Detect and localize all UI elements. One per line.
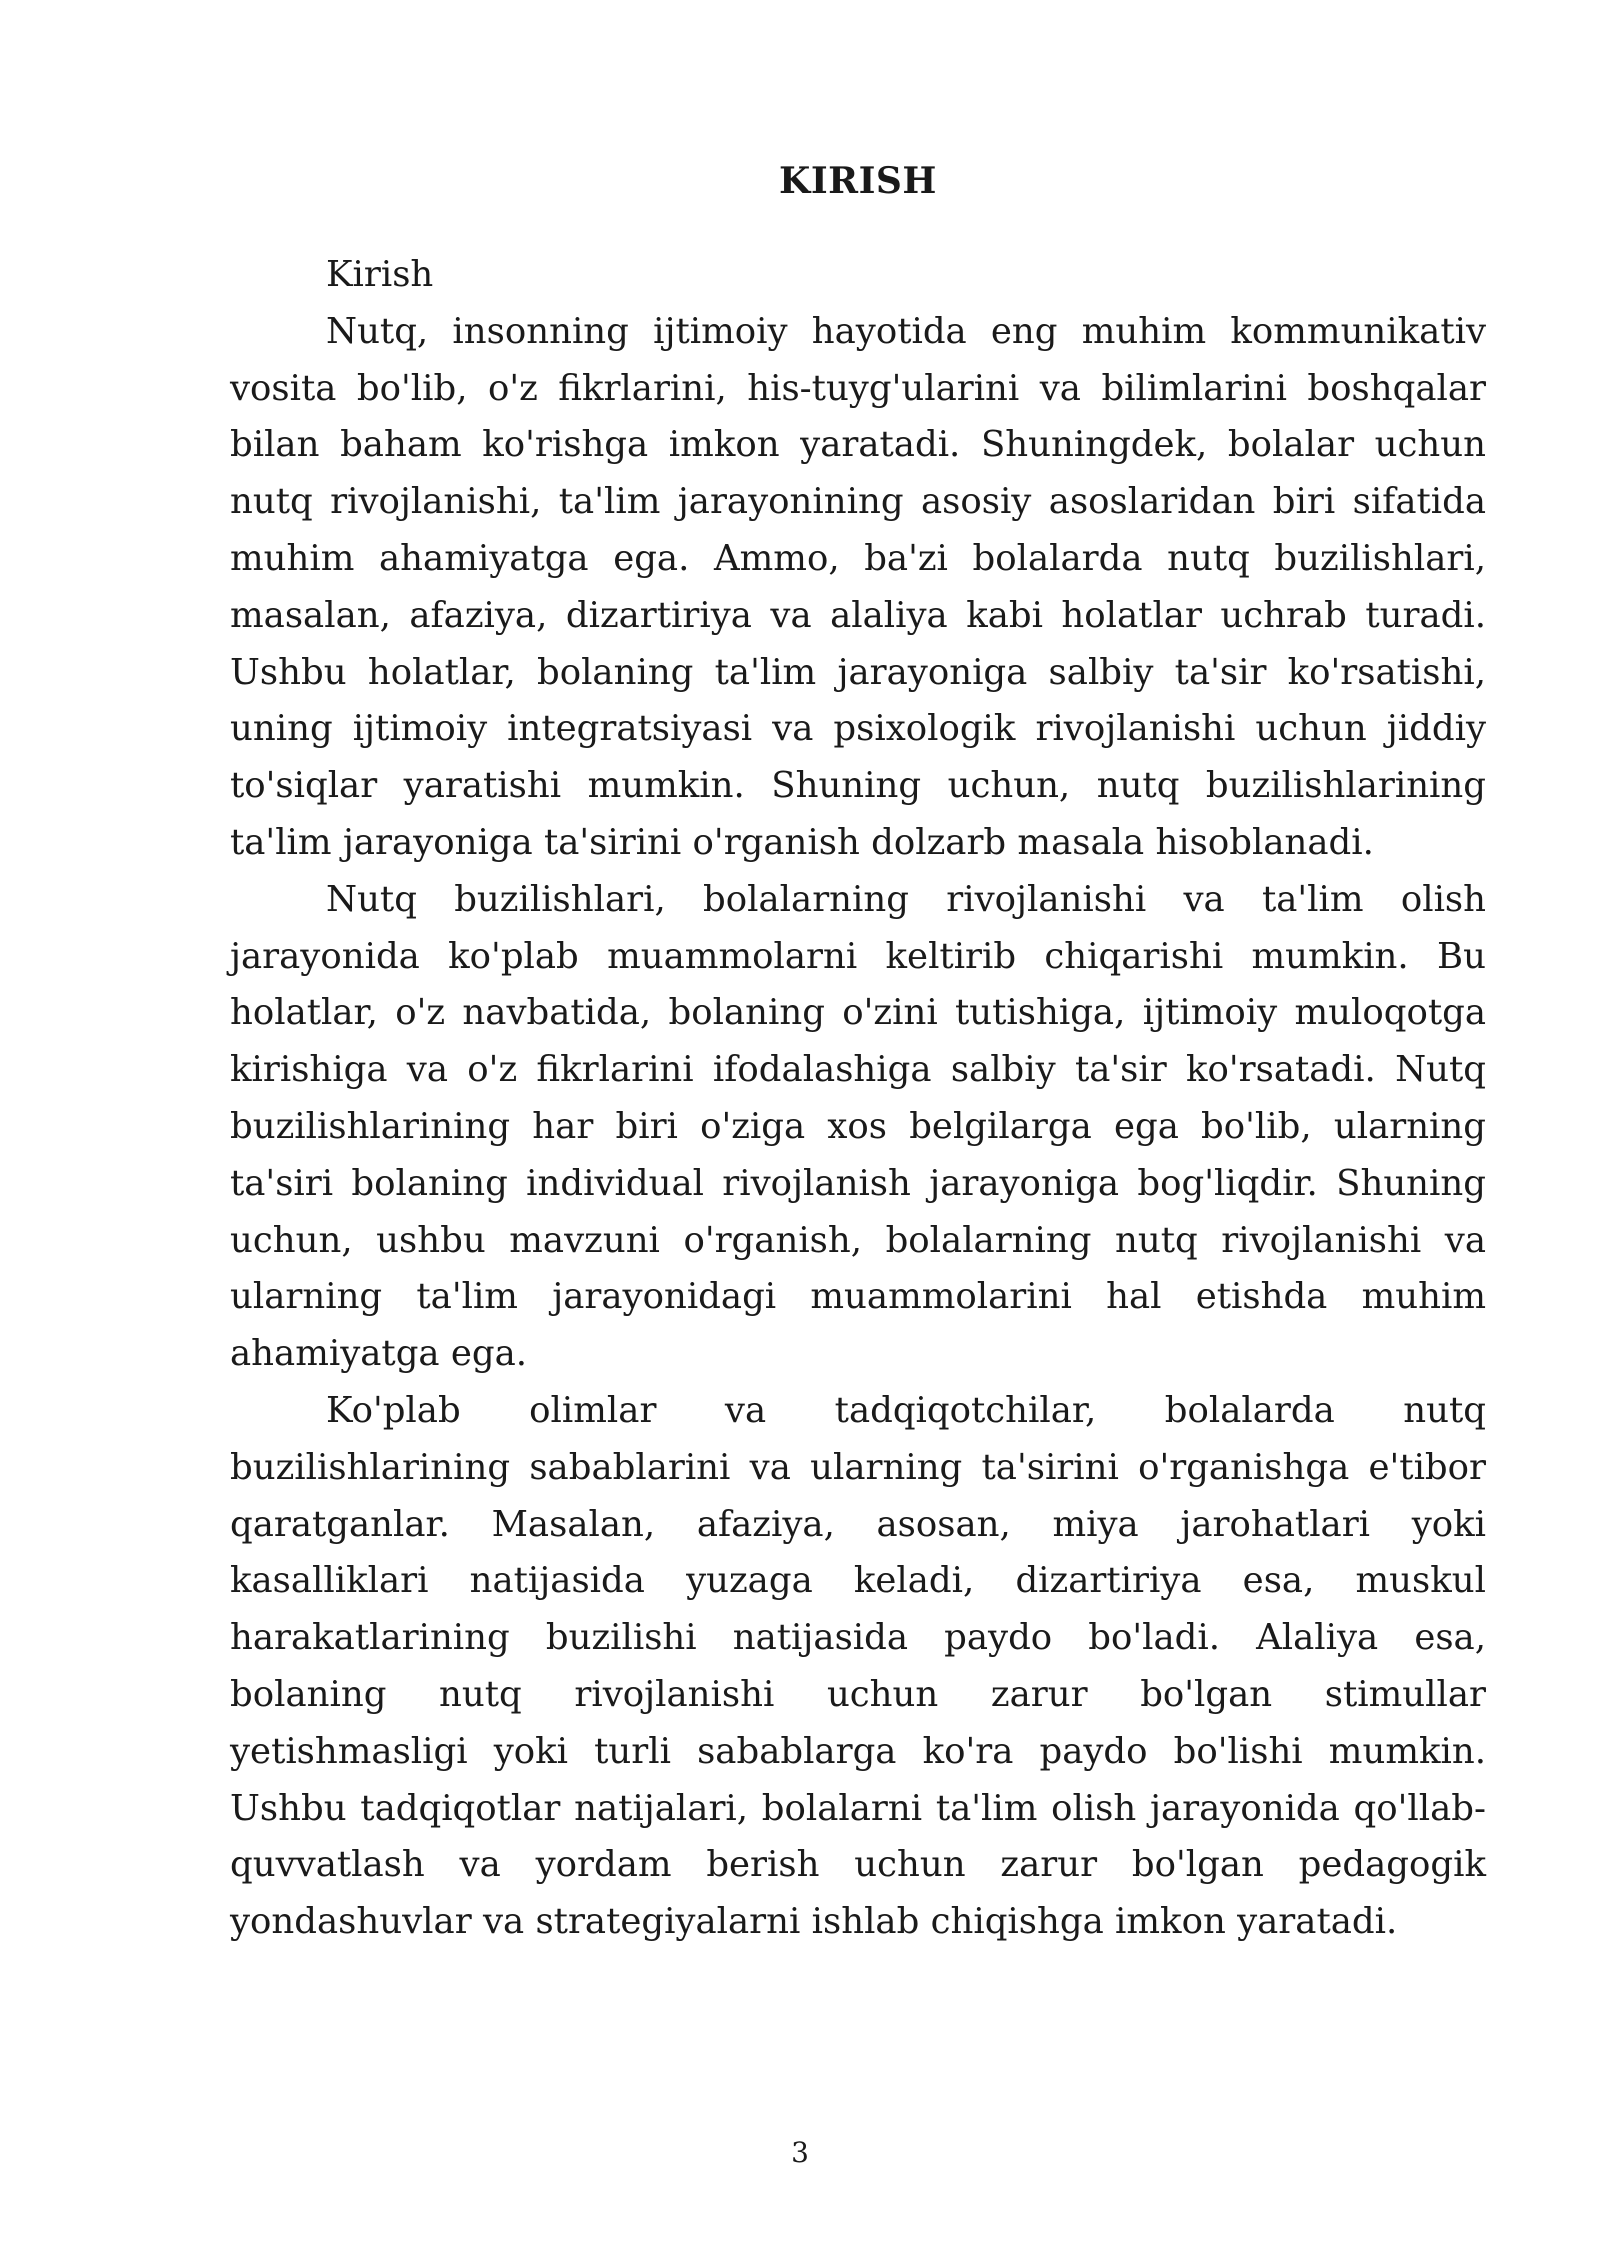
section-heading: KIRISH <box>779 160 937 202</box>
paragraph-subheading: Kirish <box>326 254 434 295</box>
body-text <box>230 247 1486 1951</box>
page-number: 3 <box>791 2136 809 2169</box>
paragraph: Nutq, insonning ijtimoiy hayotida eng muhim kommunikativ vosita bo'lib, o'z fikrlarini, his-tuyg'ularini va bilimlarini boshqalar bilan baham ko'rishga imkon yaratadi. Shuningdek, bolalar uchun nutq rivojlanishi, ta'lim jarayonining asosiy asoslaridan biri sifatida muhim ahamiyatga ega. Ammo, ba'zi bolalarda nutq buzilishlari, masalan, afaziya, dizartiriya va alaliya kabi holatlar uchrab turadi. Ushbu holatlar, bolaning ta'lim jarayoniga salbiy ta'sir ko'rsatishi, uning ijtimoiy integratsiyasi va psixologik rivojlanishi uchun jiddiy to'siqlar yaratishi mumkin. Shuning uchun, nutq buzilishlarining ta'lim jarayoniga ta'sirini o'rganish dolzarb masala hisoblanadi. <box>230 310 1486 863</box>
paragraph: Nutq buzilishlari, bolalarning rivojlanishi va ta'lim olish jarayonida ko'plab muammolarni keltirib chiqarishi mumkin. Bu holatlar, o'z navbatida, bolaning o'zini tutishiga, ijtimoiy muloqotga kirishiga va o'z fikrlarini ifodalashiga salbiy ta'sir ko'rsatadi. Nutq buzilishlarining har biri o'ziga xos belgilarga ega bo'lib, ularning ta'siri bolaning individual rivojlanish jarayoniga bog'liqdir. Shuning uchun, ushbu mavzuni o'rganish, bolalarning nutq rivojlanishi va ularning ta'lim jarayonidagi muammolarini hal etishda muhim ahamiyatga ega. <box>230 878 1486 1375</box>
paragraph: Ko'plab olimlar va tadqiqotchilar, bolalarda nutq buzilishlarining sabablarini va ularning ta'sirini o'rganishga e'tibor qaratganlar. Masalan, afaziya, asosan, miya jarohatlari yoki kasalliklari natijasida yuzaga keladi, dizartiriya esa, muskul harakatlarining buzilishi natijasida paydo bo'ladi. Alaliya esa, bolaning nutq rivojlanishi uchun zarur bo'lgan stimullar yetishmasligi yoki turli sabablarga ko'ra paydo bo'lishi mumkin. Ushbu tadqiqotlar natijalari, bolalarni ta'lim olish jarayonida qo'llab-quvvatlash va yordam berish uchun zarur bo'lgan pedagogik yondashuvlar va strategiyalarni ishlab chiqishga imkon yaratadi. <box>230 1389 1486 1943</box>
